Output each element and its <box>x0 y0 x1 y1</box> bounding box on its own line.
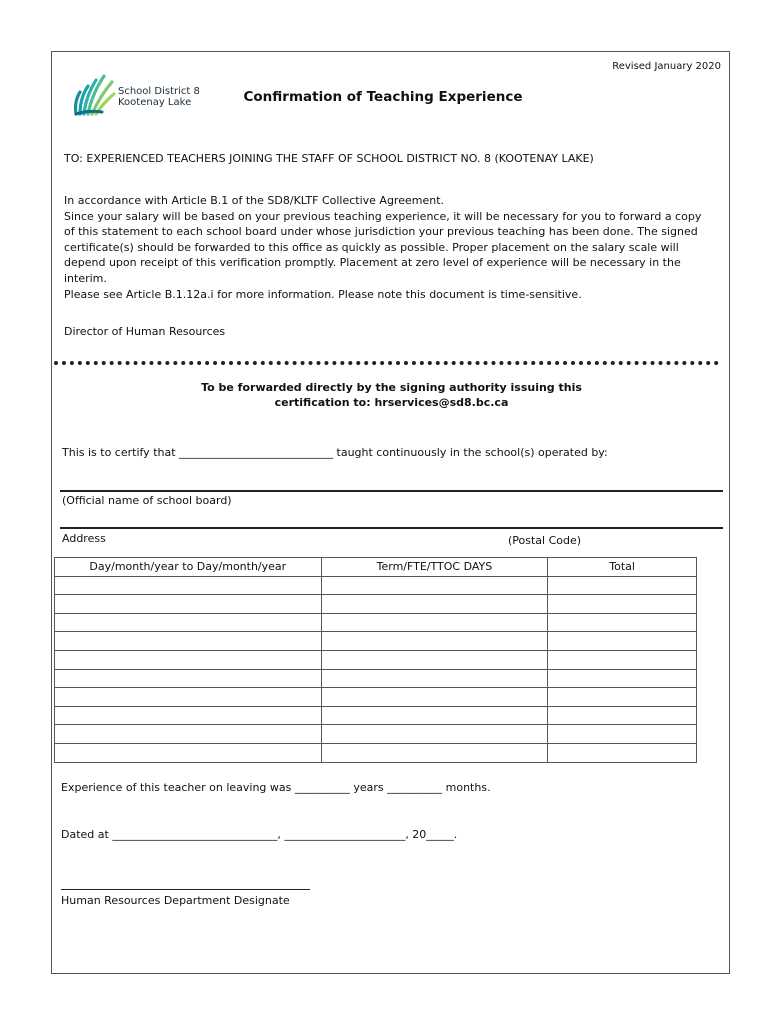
table-row <box>55 743 697 762</box>
dates-cell[interactable] <box>55 595 322 614</box>
board-name-label: (Official name of school board) <box>62 494 232 507</box>
table-row <box>55 688 697 707</box>
term-cell[interactable] <box>321 743 548 762</box>
logo-line-1: School District 8 <box>118 86 200 97</box>
dates-cell[interactable] <box>55 706 322 725</box>
table-row <box>55 576 697 595</box>
term-cell[interactable] <box>321 725 548 744</box>
experience-table-body <box>55 576 697 762</box>
document-page <box>51 51 730 974</box>
term-cell[interactable] <box>321 650 548 669</box>
column-header-term: Term/FTE/TTOC DAYS <box>321 558 548 577</box>
dates-cell[interactable] <box>55 632 322 651</box>
term-cell[interactable] <box>321 669 548 688</box>
total-cell[interactable] <box>548 669 697 688</box>
dates-cell[interactable] <box>55 669 322 688</box>
term-cell[interactable] <box>321 613 548 632</box>
director-signoff: Director of Human Resources <box>64 325 226 338</box>
intro-paragraph-2: Since your salary will be based on your previous teaching experience, it will be necessary for you to forward a copy of this statement to each school board under whose jurisdiction your previous teaching has been done. The signed certificate(s) should be forwarded to this office as quickly as possible. Proper placement on the salary scale will depend upon receipt of this verification promptly. Placement at zero level of experience will be necessary in the interim. <box>64 209 702 285</box>
total-cell[interactable] <box>548 632 697 651</box>
revised-date: Revised January 2020 <box>612 61 721 72</box>
total-cell[interactable] <box>548 743 697 762</box>
certify-statement[interactable]: This is to certify that ____________________________ taught continuously in the school(s) operated by: <box>62 446 608 459</box>
total-cell[interactable] <box>548 688 697 707</box>
experience-table <box>54 557 697 763</box>
forwarding-instructions <box>52 380 731 410</box>
table-row <box>55 706 697 725</box>
term-cell[interactable] <box>321 595 548 614</box>
signature-line[interactable] <box>61 889 310 890</box>
term-cell[interactable] <box>321 688 548 707</box>
term-cell[interactable] <box>321 632 548 651</box>
dates-cell[interactable] <box>55 613 322 632</box>
total-cell[interactable] <box>548 650 697 669</box>
term-cell[interactable] <box>321 576 548 595</box>
address-label: Address <box>62 532 106 545</box>
table-row <box>55 669 697 688</box>
to-line: TO: EXPERIENCED TEACHERS JOINING THE STAFF OF SCHOOL DISTRICT NO. 8 (KOOTENAY LAKE) <box>64 152 594 165</box>
dates-cell[interactable] <box>55 650 322 669</box>
intro-paragraph-1: In accordance with Article B.1 of the SD8/KLTF Collective Agreement. <box>64 194 445 207</box>
table-row <box>55 595 697 614</box>
forward-line-1: To be forwarded directly by the signing authority issuing this <box>201 381 582 394</box>
experience-on-leaving[interactable]: Experience of this teacher on leaving was __________ years __________ months. <box>61 781 491 794</box>
forward-line-2: certification to: hrservices@sd8.bc.ca <box>274 396 509 409</box>
column-header-dates: Day/month/year to Day/month/year <box>55 558 322 577</box>
total-cell[interactable] <box>548 725 697 744</box>
cut-line-divider <box>54 361 719 365</box>
table-header-row <box>55 558 697 577</box>
postal-code-label: (Postal Code) <box>508 534 582 547</box>
table-row <box>55 613 697 632</box>
total-cell[interactable] <box>548 706 697 725</box>
intro-paragraph-3: Please see Article B.1.12a.i for more information. Please note this document is time-sensitive. <box>64 287 582 301</box>
dated-line[interactable]: Dated at ______________________________, ______________________, 20_____. <box>61 828 458 841</box>
address-line[interactable] <box>60 527 723 529</box>
dates-cell[interactable] <box>55 688 322 707</box>
board-name-line[interactable] <box>60 490 723 492</box>
dates-cell[interactable] <box>55 576 322 595</box>
total-cell[interactable] <box>548 613 697 632</box>
designate-label: Human Resources Department Designate <box>61 894 290 907</box>
table-row <box>55 650 697 669</box>
dates-cell[interactable] <box>55 743 322 762</box>
total-cell[interactable] <box>548 576 697 595</box>
intro-body <box>64 193 709 302</box>
column-header-total: Total <box>548 558 697 577</box>
total-cell[interactable] <box>548 595 697 614</box>
table-row <box>55 632 697 651</box>
table-row <box>55 725 697 744</box>
dates-cell[interactable] <box>55 725 322 744</box>
page-title: Confirmation of Teaching Experience <box>243 89 523 105</box>
term-cell[interactable] <box>321 706 548 725</box>
logo-line-2: Kootenay Lake <box>118 97 192 108</box>
